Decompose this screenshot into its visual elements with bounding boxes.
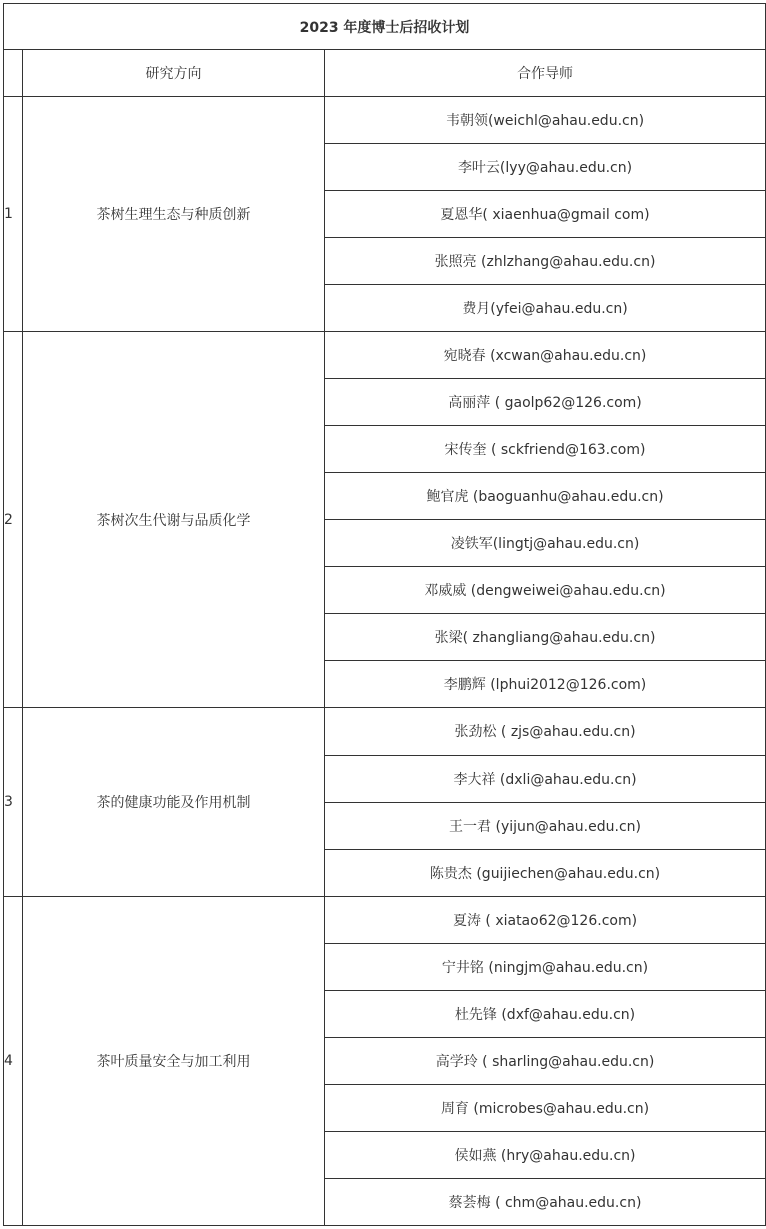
header-research-direction: 研究方向 [23,50,325,97]
group-index: 3 [4,708,23,896]
mentor-cell: 高学玲 ( sharling@ahau.edu.cn) [325,1037,766,1084]
mentor-cell: 蔡荟梅 ( chm@ahau.edu.cn) [325,1178,766,1225]
mentor-cell: 杜先锋 (dxf@ahau.edu.cn) [325,990,766,1037]
table-title: 2023 年度博士后招收计划 [4,4,766,50]
research-direction-cell: 茶叶质量安全与加工利用 [23,896,325,1225]
mentor-cell: 鲍官虎 (baoguanhu@ahau.edu.cn) [325,473,766,520]
table-row [4,332,766,379]
mentor-cell: 李叶云(lyy@ahau.edu.cn) [325,144,766,191]
mentor-cell: 邓威威 (dengweiwei@ahau.edu.cn) [325,567,766,614]
research-direction-cell: 茶的健康功能及作用机制 [23,708,325,896]
mentor-cell: 张照亮 (zhlzhang@ahau.edu.cn) [325,238,766,285]
mentor-cell: 陈贵杰 (guijiechen@ahau.edu.cn) [325,849,766,896]
mentor-cell: 张劲松 ( zjs@ahau.edu.cn) [325,708,766,755]
mentor-cell: 凌铁军(lingtj@ahau.edu.cn) [325,520,766,567]
mentor-cell: 李鹏辉 (lphui2012@126.com) [325,661,766,708]
mentor-cell: 宋传奎 ( sckfriend@163.com) [325,426,766,473]
research-direction-cell: 茶树生理生态与种质创新 [23,97,325,332]
mentor-cell: 夏恩华( xiaenhua@gmail com) [325,191,766,238]
mentor-cell: 李大祥 (dxli@ahau.edu.cn) [325,755,766,802]
title-row [4,4,766,50]
table-row [4,97,766,144]
mentor-cell: 侯如燕 (hry@ahau.edu.cn) [325,1131,766,1178]
mentor-cell: 周育 (microbes@ahau.edu.cn) [325,1084,766,1131]
mentor-cell: 高丽萍 ( gaolp62@126.com) [325,379,766,426]
mentor-cell: 王一君 (yijun@ahau.edu.cn) [325,802,766,849]
recruitment-plan-table [3,3,766,1226]
table-body [4,4,766,1226]
group-index: 4 [4,896,23,1225]
mentor-cell: 韦朝领(weichl@ahau.edu.cn) [325,97,766,144]
header-row [4,50,766,97]
group-index: 2 [4,332,23,708]
header-cooperative-mentor: 合作导师 [325,50,766,97]
table-row [4,896,766,943]
mentor-cell: 张梁( zhangliang@ahau.edu.cn) [325,614,766,661]
mentor-cell: 宁井铭 (ningjm@ahau.edu.cn) [325,943,766,990]
mentor-cell: 费月(yfei@ahau.edu.cn) [325,285,766,332]
group-index: 1 [4,97,23,332]
mentor-cell: 夏涛 ( xiatao62@126.com) [325,896,766,943]
header-index [4,50,23,97]
table-row [4,708,766,755]
mentor-cell: 宛晓春 (xcwan@ahau.edu.cn) [325,332,766,379]
research-direction-cell: 茶树次生代谢与品质化学 [23,332,325,708]
